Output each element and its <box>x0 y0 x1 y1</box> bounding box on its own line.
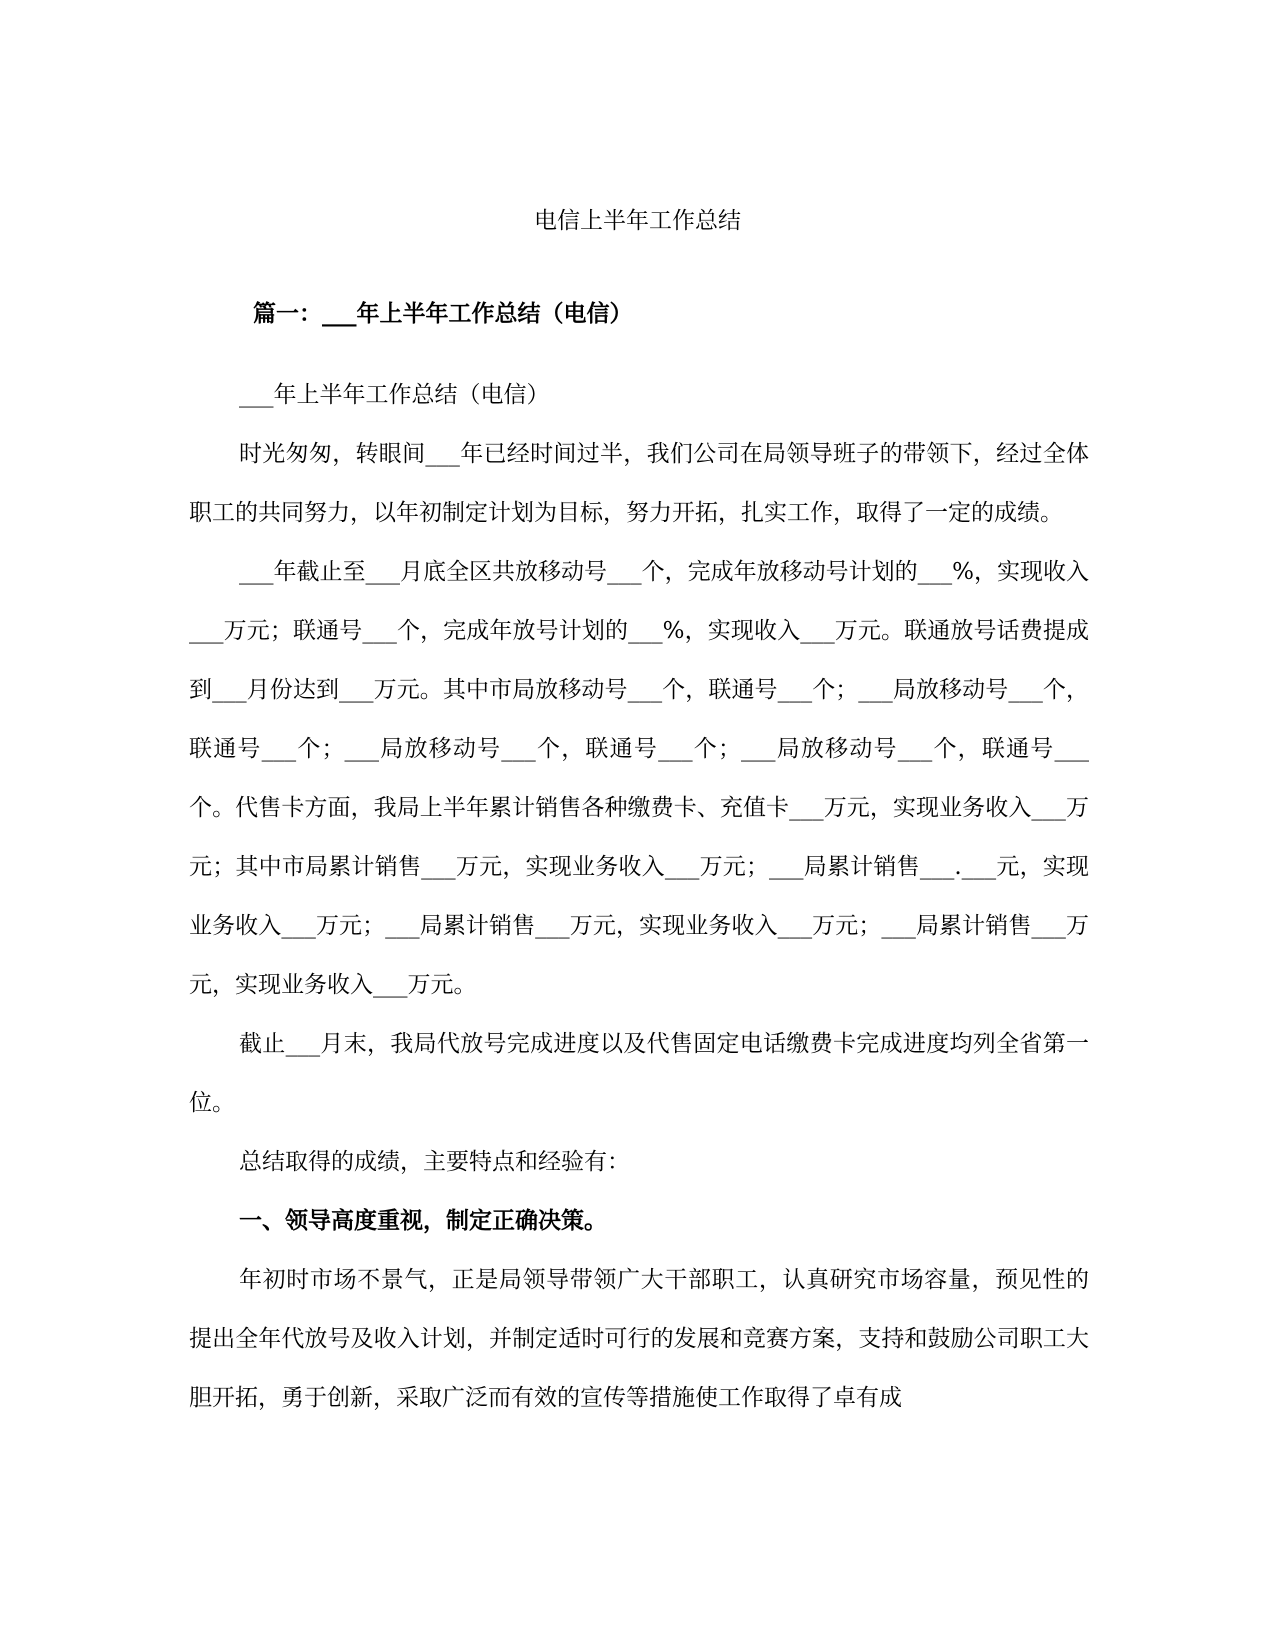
paragraph-leadership: 年初时市场不景气，正是局领导带领广大干部职工，认真研究市场容量，预见性的提出全年代放号及收入计划，并制定适时可行的发展和竞赛方案，支持和鼓励公司职工大胆开拓，勇于创新，采取广泛而有效的宣传等措施使工作取得了卓有成 <box>189 1267 1089 1411</box>
paragraph-intro: 时光匆匆，转眼间___年已经时间过半，我们公司在局领导班子的带领下，经过全体职工的共同努力，以年初制定计划为目标，努力开拓，扎实工作，取得了一定的成绩。 <box>189 441 1089 526</box>
section-heading: 篇一：___年上半年工作总结（电信） <box>253 301 633 327</box>
document-title: 电信上半年工作总结 <box>534 208 741 234</box>
subheading-leadership: 一、领导高度重视，制定正确决策。 <box>239 1208 607 1234</box>
paragraph-statistics: ___年截止至___月底全区共放移动号___个，完成年放移动号计划的___%，实现收入___万元；联通号___个，完成年放号计划的___%，实现收入___万元。联通放号话费提成到___月份达到___万元。其中市局放移动号___个，联通号___个；___局放移动号___个，联通号___个；___局放移动号___个，联通号___个；___局放移动号___个，联通号___个。代售卡方面，我局上半年累计销售各种缴费卡、充值卡___万元，实现业务收入___万元；其中市局累计销售___万元，实现业务收入___万元；___局累计销售___.___元，实现业务收入___万元；___局累计销售___万元，实现业务收入___万元；___局累计销售___万元，实现业务收入___万元。 <box>189 559 1090 998</box>
paragraph-subtitle: ___年上半年工作总结（电信） <box>239 382 550 408</box>
document-body <box>189 366 1089 1428</box>
paragraph-summary-lead: 总结取得的成绩，主要特点和经验有： <box>239 1149 630 1175</box>
paragraph-ranking: 截止___月末，我局代放号完成进度以及代售固定电话缴费卡完成进度均列全省第一位。 <box>189 1031 1089 1116</box>
